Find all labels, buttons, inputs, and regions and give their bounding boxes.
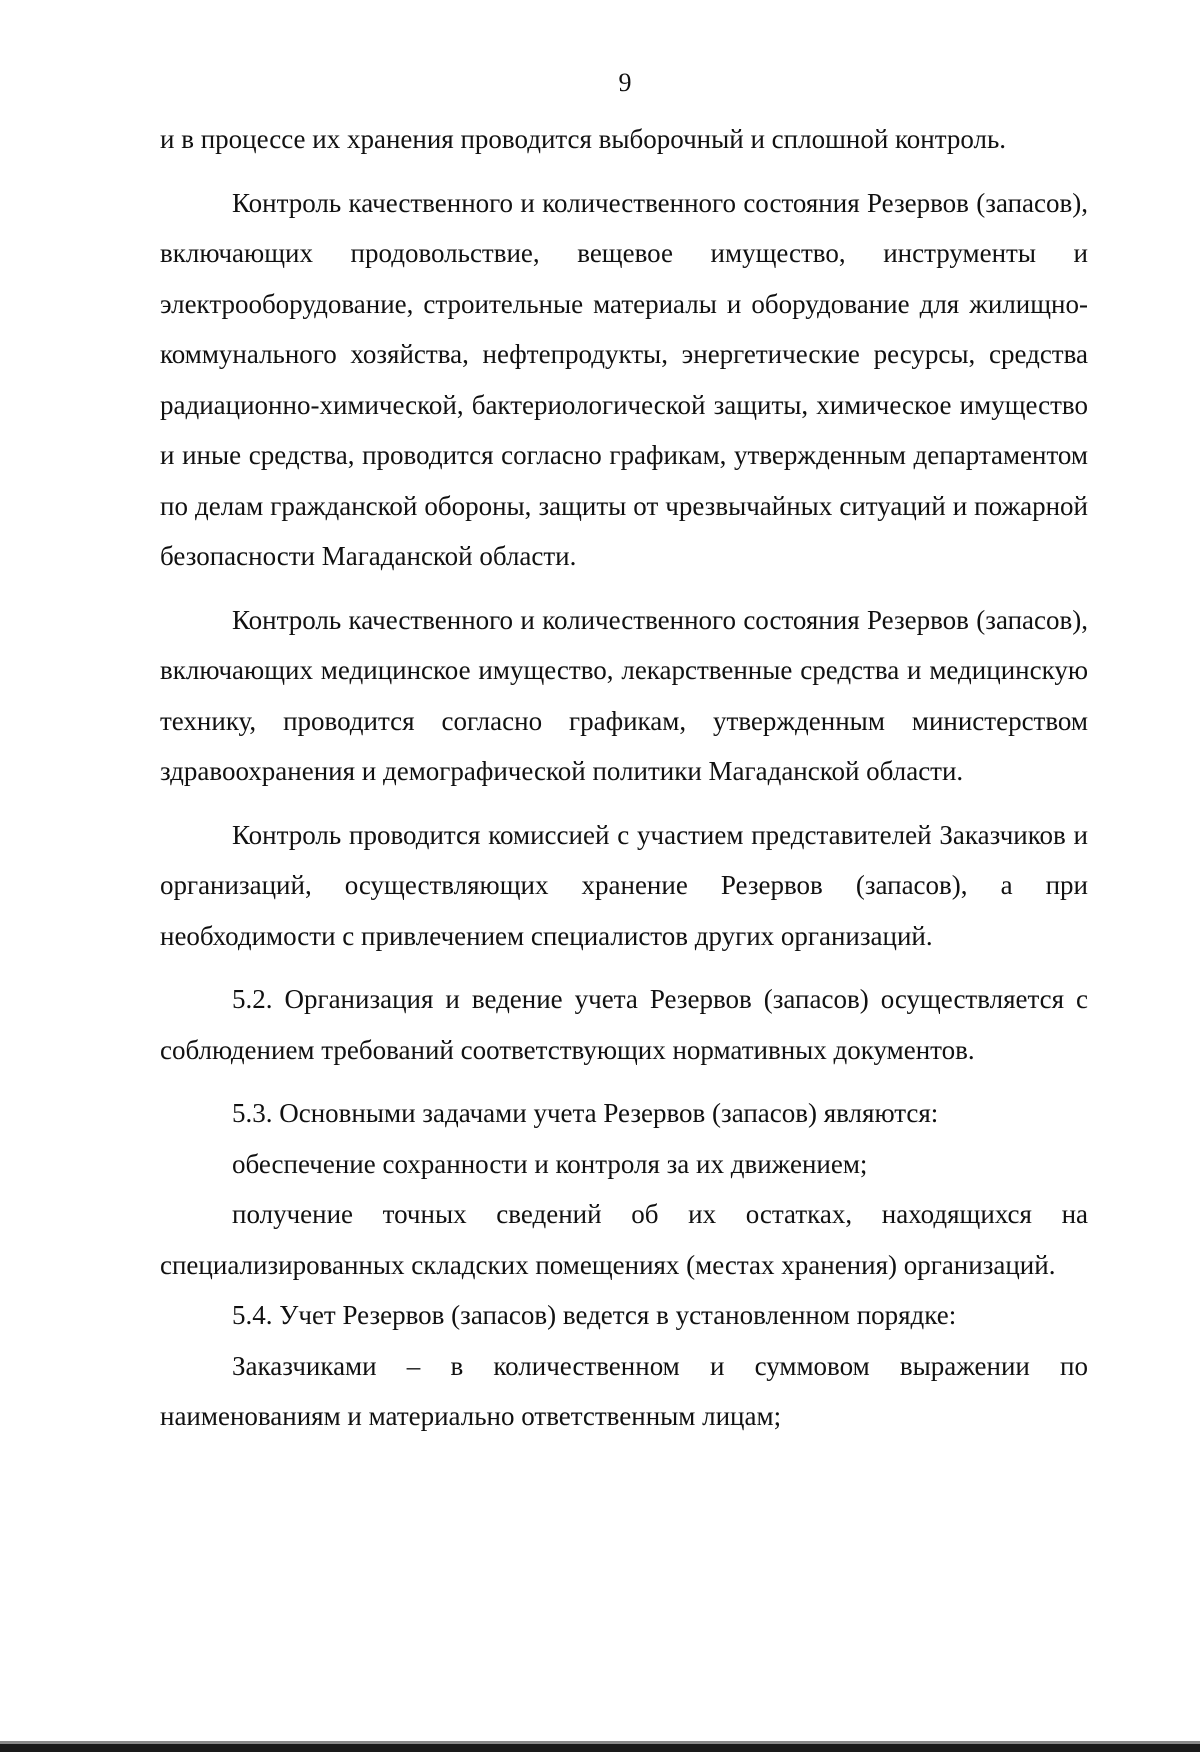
paragraph-control-commission: Контроль проводится комиссией с участием представителей Заказчиков и организаций, осуществляющих хранение Резервов (запасов), а при необходимости с привлечением специалистов других организаций. (160, 819, 1088, 951)
paragraph-5-3: 5.3. Основными задачами учета Резервов (запасов) являются: (232, 1098, 939, 1128)
scan-bottom-edge (0, 1744, 1200, 1752)
paragraph-continuation: и в процессе их хранения проводится выборочный и сплошной контроль. (160, 124, 1007, 154)
page-number: 9 (618, 68, 632, 97)
paragraph-5-4: 5.4. Учет Резервов (запасов) ведется в установленном порядке: (232, 1300, 957, 1330)
paragraph-5-2: 5.2. Организация и ведение учета Резервов (запасов) осуществляется с соблюдением требований соответствующих нормативных документов. (160, 984, 1088, 1065)
document-body (160, 114, 1088, 1442)
paragraph-task-safety: обеспечение сохранности и контроля за их движением; (232, 1148, 868, 1179)
paragraph-customers-accounting: Заказчиками – в количественном и суммовом выражении по наименованиям и материально ответственным лицам; (160, 1350, 1088, 1431)
paragraph-task-information: получение точных сведений об их остатках, находящихся на специализированных складских помещениях (местах хранения) организаций. (160, 1199, 1088, 1280)
paragraph-control-general-reserves: Контроль качественного и количественного состояния Резервов (запасов), включающих продовольствие, вещевое имущество, инструменты и электрооборудование, строительные материалы и оборудование для жилищно-коммунального хозяйства, нефтепродукты, энергетические ресурсы, средства радиационно-химической, бактериологической защиты, химическое имущество и иные средства, проводится согласно графикам, утвержденным департаментом по делам гражданской обороны, защиты от чрезвычайных ситуаций и пожарной безопасности Магаданской области. (160, 187, 1088, 571)
paragraph-control-medical-reserves: Контроль качественного и количественного состояния Резервов (запасов), включающих медицинское имущество, лекарственные средства и медицинскую технику, проводится согласно графикам, утвержденным министерством здравоохранения и демографической политики Магаданской области. (160, 604, 1088, 786)
